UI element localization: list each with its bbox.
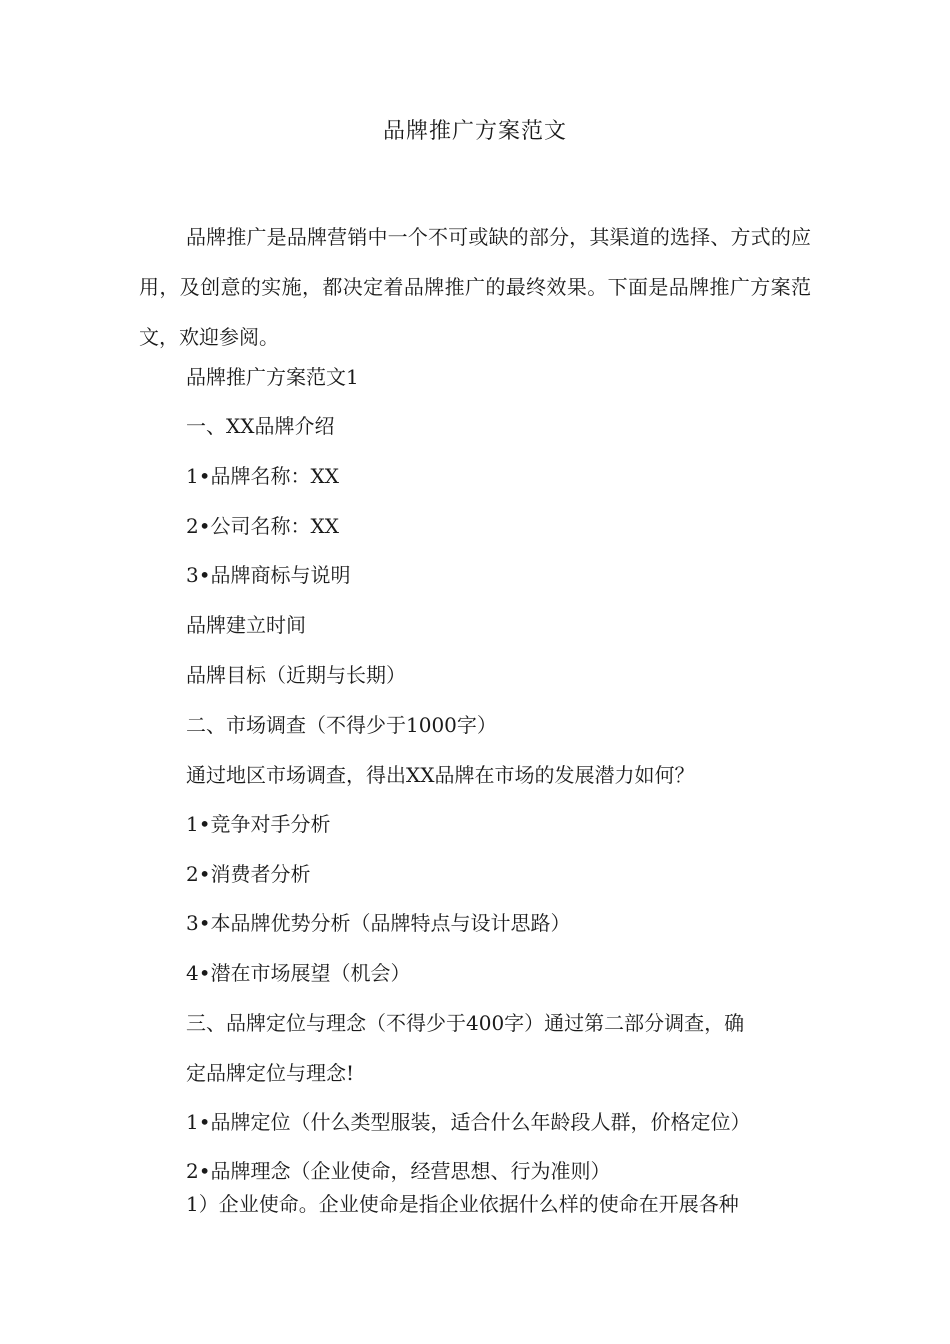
list-item: 1•品牌名称：XX bbox=[186, 464, 339, 488]
list-item: 1•竞争对手分析 bbox=[186, 812, 331, 836]
list-item: 2•公司名称：XX bbox=[186, 514, 339, 538]
document-title: 品牌推广方案范文 bbox=[382, 119, 567, 144]
list-item: 2•品牌理念（企业使命，经营思想、行为准则） bbox=[186, 1159, 611, 1183]
heading-brand-positioning: 三、品牌定位与理念（不得少于400字）通过第二部分调查，确 bbox=[186, 1011, 745, 1035]
list-item: 4•潜在市场展望（机会） bbox=[186, 961, 411, 985]
list-item: 2•消费者分析 bbox=[186, 862, 311, 886]
list-item: 1•品牌定位（什么类型服装，适合什么年龄段人群，价格定位） bbox=[186, 1110, 751, 1134]
list-item: 品牌建立时间 bbox=[186, 613, 306, 637]
body-text: 通过地区市场调查，得出XX品牌在市场的发展潜力如何？ bbox=[186, 763, 695, 787]
heading-brand-intro: 一、XX品牌介绍 bbox=[186, 414, 335, 438]
body-text: 定品牌定位与理念! bbox=[186, 1061, 355, 1085]
list-item: 3•品牌商标与说明 bbox=[186, 563, 351, 587]
heading-market-research: 二、市场调查（不得少于1000字） bbox=[186, 713, 497, 737]
list-item: 3•本品牌优势分析（品牌特点与设计思路） bbox=[186, 911, 571, 935]
list-item: 品牌目标（近期与长期） bbox=[186, 663, 406, 687]
body-text: 1）企业使命。企业使命是指企业依据什么样的使命在开展各种 bbox=[186, 1192, 739, 1216]
section-heading-1: 品牌推广方案范文1 bbox=[186, 365, 359, 389]
intro-paragraph: 品牌推广是品牌营销中一个不可或缺的部分，其渠道的选择、方式的应用，及创意的实施，都决定着品牌推广的最终效果。下面是品牌推广方案范文，欢迎参阅。 bbox=[139, 225, 811, 349]
